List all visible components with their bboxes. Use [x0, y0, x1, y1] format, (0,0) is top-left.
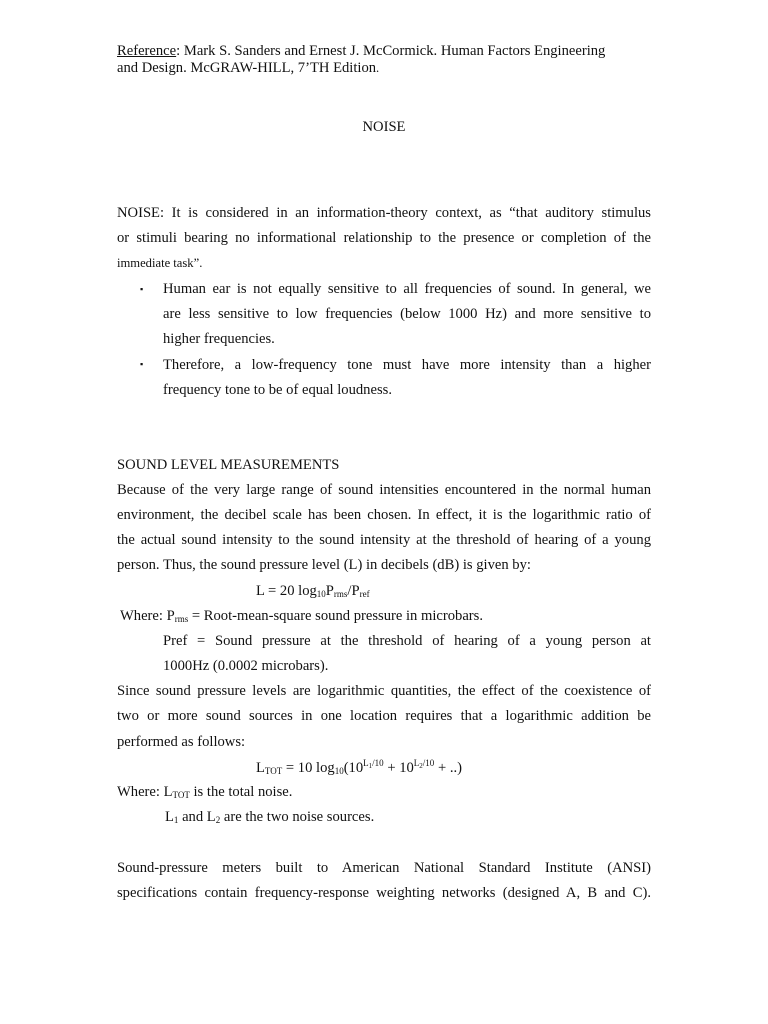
where-ltot	[117, 785, 292, 800]
intro-line-1: NOISE: It is considered in an information-theory context, as “that auditory stimulus	[117, 205, 651, 221]
formula-spl	[256, 584, 370, 599]
formula-total	[256, 758, 462, 776]
formula-spl-part: /P	[347, 583, 360, 599]
formula-total-part: + ..)	[434, 760, 462, 776]
formula-total-part: = 10 log	[282, 760, 335, 776]
reference-text-2: and Design. McGRAW-HILL, 7’TH Edition	[117, 60, 377, 76]
reference-line-2	[117, 61, 379, 76]
where-l-part: and L	[178, 809, 216, 825]
pref-line-1: Pref = Sound pressure at the threshold of hearing of a young person at	[163, 633, 651, 649]
where-l-sub: 1	[173, 815, 179, 825]
intro-line-3	[117, 257, 202, 270]
bullet-2-line-1: Therefore, a low-frequency tone must have more intensity than a higher	[163, 357, 651, 373]
para1-line-3: the actual sound intensity to the sound intensity at the threshold of hearing of a young	[117, 532, 651, 548]
intro-line-3-text: immediate task”	[117, 256, 200, 270]
bullet-2-line-2: frequency tone to be of equal loudness.	[163, 382, 392, 398]
exp-sub: 1	[368, 762, 373, 770]
formula-total-exp-1	[363, 758, 384, 768]
formula-total-part: + 10	[383, 760, 414, 776]
formula-total-exp-2	[414, 758, 435, 768]
para3-line-1: Sound-pressure meters built to American National Standard Institute (ANSI)	[117, 860, 651, 876]
reference-label: Reference	[117, 43, 177, 59]
page-title: NOISE	[362, 119, 406, 135]
where-l-part: are the two noise sources.	[220, 809, 375, 825]
para2-line-1: Since sound pressure levels are logarithmic quantities, the effect of the coexistence of	[117, 683, 651, 699]
exp-part: /10	[422, 758, 435, 768]
where-prms-part: = Root-mean-square sound pressure in microbars.	[188, 608, 483, 624]
formula-spl-sub: rms	[333, 589, 348, 599]
exp-part: /10	[372, 758, 384, 768]
intro-line-2: or stimuli bearing no informational relationship to the presence or completion of the	[117, 230, 651, 246]
para2-line-3: performed as follows:	[117, 734, 246, 750]
para1-line-4: person. Thus, the sound pressure level (L) in decibels (dB) is given by:	[117, 557, 531, 573]
where-ltot-sub: TOT	[172, 790, 190, 800]
where-l1-l2	[165, 810, 374, 825]
para1-line-1: Because of the very large range of sound intensities encountered in the normal human	[117, 482, 651, 498]
para3-line-2: specifications contain frequency-response weighting networks (designed A, B and C).	[117, 885, 651, 901]
formula-spl-sub: 10	[316, 589, 326, 599]
where-l-part: L	[165, 809, 174, 825]
where-ltot-part: Where: L	[117, 784, 173, 800]
where-l-sub: 2	[215, 815, 221, 825]
bullet-1-line-3: higher frequencies.	[163, 331, 275, 347]
formula-total-sub: TOT	[264, 766, 283, 776]
pref-line-2: 1000Hz (0.0002 microbars).	[163, 658, 329, 674]
reference-end: .	[376, 61, 380, 75]
bullet-marker-2: ▪	[140, 359, 144, 369]
exp-part: L	[413, 758, 420, 768]
where-prms	[120, 609, 483, 624]
bullet-marker-1: ▪	[140, 284, 144, 294]
exp-sub: 2	[419, 762, 423, 770]
para1-line-2: environment, the decibel scale has been chosen. In effect, it is the logarithmic ratio of	[117, 507, 651, 523]
bullet-1-line-1: Human ear is not equally sensitive to all frequencies of sound. In general, we	[163, 281, 651, 297]
section-heading: SOUND LEVEL MEASUREMENTS	[117, 457, 340, 473]
formula-total-part: L	[256, 760, 265, 776]
formula-spl-sub: ref	[359, 589, 370, 599]
where-prms-part: Where: P	[120, 608, 175, 624]
intro-line-3-end: .	[199, 256, 203, 270]
para2-line-2: two or more sound sources in one location requires that a logarithmic addition be	[117, 708, 651, 724]
bullet-1-line-2: are less sensitive to low frequencies (below 1000 Hz) and more sensitive to	[163, 306, 651, 322]
where-prms-sub: rms	[174, 614, 189, 624]
formula-total-sub: 10	[334, 766, 344, 776]
exp-part: L	[363, 758, 369, 768]
reference-line-1	[117, 44, 605, 59]
formula-total-part: (10	[343, 760, 364, 776]
formula-spl-part: P	[325, 583, 334, 599]
where-ltot-part: is the total noise.	[189, 784, 293, 800]
reference-text: : Mark S. Sanders and Ernest J. McCormick. Human Factors Engineering	[176, 43, 606, 59]
formula-spl-part: L = 20 log	[256, 583, 317, 599]
